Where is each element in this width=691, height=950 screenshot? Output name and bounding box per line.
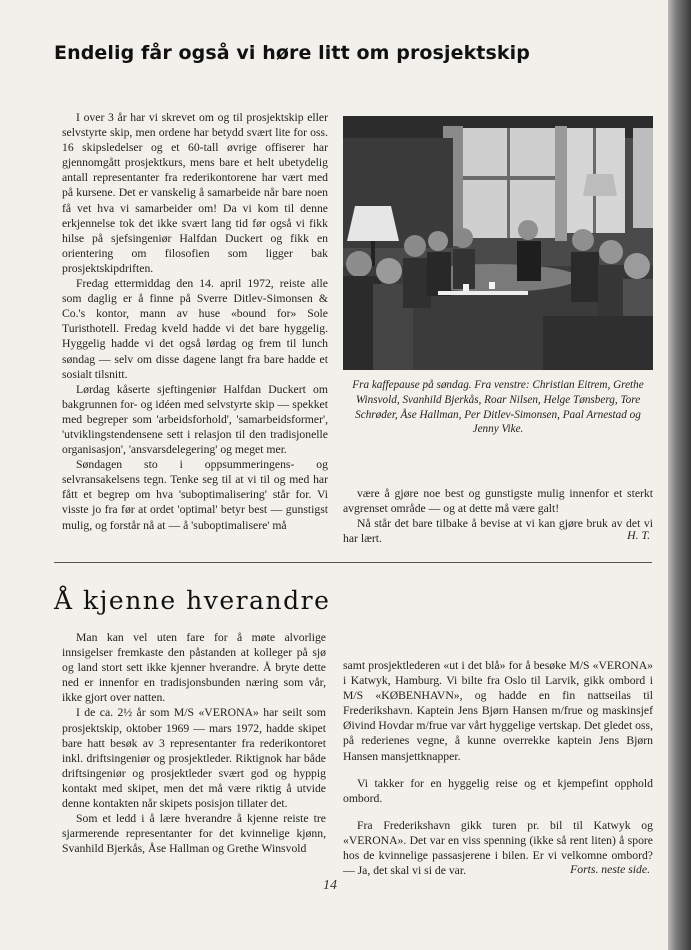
article2-paragraph: Man kan vel uten fare for å møte alvorlige innsigelser fremkaste den påstanden at kolleger på sjø og land stort sett ikke kjenner hverandre. Å bryte dette ned er innenfor en tradisjonsbunden næring som vår, ikke gjort over natten.: [62, 631, 326, 705]
article-title-prosjektskip: Endelig får også vi høre litt om prosjektskip: [54, 42, 530, 64]
paragraph-gap: [343, 764, 653, 776]
article2-paragraph: Fra Frederikshavn gikk turen pr. bil til Katwyk og «VERONA». Det var en viss spenning (ikke så rent liten) å spore hos de kvinnelige passasjerene i bilen. Er vi velkomne ombord? — Ja, det skal vi si de var.: [343, 818, 653, 878]
article1-signature: H. T.: [627, 529, 650, 542]
paragraph-gap: [343, 806, 653, 818]
article2-left-column: [62, 630, 326, 856]
article1-paragraph: være å gjøre noe best og gunstigste mulig innenfor et sterkt avgrenset område — og at dette må være galt!: [343, 487, 653, 516]
page-number: 14: [323, 878, 337, 893]
page-edge-shadow: [668, 0, 691, 950]
coffee-break-photo: [343, 116, 653, 370]
article1-paragraph: Søndagen sto i oppsummeringens- og selvransakelsens tegn. Tenke seg til at vi til og med har fått et begrep om hva 'suboptimalisering' står for. Vi visste jo fra før at ordet 'optimal' betyr best — gunstigst mulig, og forstår nå at — å 'suboptimalisere' må: [62, 458, 328, 532]
article2-paragraph: Som et ledd i å lære hverandre å kjenne reiste tre sjarmerende representanter for det kvinnelige kjønn, Svanhild Bjerkås, Åse Hallman og Grethe Winsvold: [62, 812, 326, 856]
continued-note: Forts. neste side.: [570, 863, 650, 876]
photo-caption: Fra kaffepause på søndag. Fra venstre: Christian Eitrem, Grethe Winsvold, Svanhild Bjerkås, Roar Nilsen, Helge Tønsberg, Tore Schrøder, Åse Hallman, Per Ditlev-Simonsen, Paal Arnestad og Jenny Vike.: [352, 379, 644, 436]
section-divider: [54, 562, 652, 563]
article1-paragraph: Fredag ettermiddag den 14. april 1972, reiste alle som daglig er å finne på Sverre Ditlev-Simonsen & Co.'s kontor, mann av huse «bound for» Sole Turisthotell. Fredag kveld hadde vi det bare hyggelig. Hyggelig hadde vi det også lørdag og frem til lunch søndag — selv om disse dagene langt fra bare hadde et sosialt tilsnitt.: [62, 277, 328, 381]
article2-paragraph: samt prosjektlederen «ut i det blå» for å besøke M/S «VERONA» i Katwyk, Hamburg. Vi bilte fra Oslo til Larvik, gikk ombord i M/S «KØBENHAVN», og hadde en fin nattseilas til Frederikshavn. Kaptein Jens Bjørn Hansen m/frue og maskinsjef Øivind Hovdar m/frue var vårt hyggelige vertskap. Det gledet oss, på rederienes vegne, å kunne overrekke kaptein Jens Bjørn Hansen mansjettknapper.: [343, 659, 653, 763]
coffee-break-photo-image: [343, 116, 653, 370]
article1-paragraph: I over 3 år har vi skrevet om og til prosjektskip eller selvstyrte skip, men ordene har betydd svært lite for oss. 16 skipsledelser og et 60-tall øvrige offiserer har gjennomgått prosjektkurs, mens bare et helt ubetydelig antall representanter fra rederikontorene har vært med på kursene. Det er vanskelig å samarbeide når bare noen få vet hva vi samarbeider om! Da vi kom til denne erkjennelse tok det ikke svært lang tid før også vi fikk hilse på sjefsingeniør Halfdan Duckert og fikk en orientering om filosofien som ligger bak prosjektskipdriften.: [62, 111, 328, 275]
article1-paragraph: Lørdag kåserte sjeftingeniør Halfdan Duckert om bakgrunnen for- og idéen med selvstyrte skip — spekket med begreper som 'arbeidsforhold', 'samarbeidsformer', 'utviklingstendensene sett i relasjon til den tradisjonelle organisasjon', 'ansvarsdelegering' og meget mer.: [62, 382, 328, 457]
article2-paragraph: Vi takker for en hyggelig reise og et kjempefint opphold ombord.: [343, 776, 653, 805]
article2-paragraph: I de ca. 2½ år som M/S «VERONA» har seilt som prosjektskip, oktober 1969 — mars 1972, hadde skipet bare hatt besøk av 3 representanter fra rederikontoret inkl. driftsingeniør og prosjektleder. Riktignok har både driftsingeniør og prosjektleder svært god og hyppig kontakt med skipet, men det må være riktig å utvide denne kontakten når skipets posisjon tillater det.: [62, 706, 326, 811]
article1-left-column: [62, 110, 328, 533]
article-title-kjenne-hverandre: Å kjenne hverandre: [54, 586, 331, 615]
article2-right-column: [343, 658, 653, 878]
article1-paragraph: Nå står det bare tilbake å bevise at vi kan gjøre bruk av det vi har lært.: [343, 517, 653, 546]
